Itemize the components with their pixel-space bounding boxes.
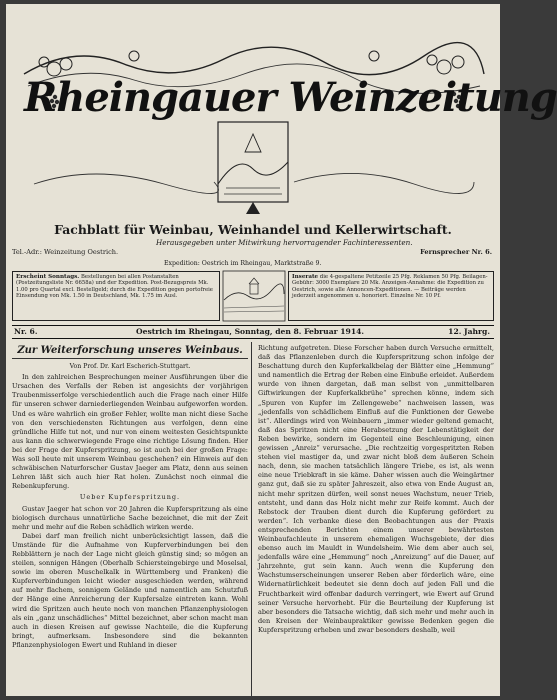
newspaper-page: [6, 4, 557, 696]
issue-bar: [12, 325, 494, 339]
issue-place-date: Oestrich im Rheingau, Sonntag, den 8. Februar 1914.: [136, 327, 365, 336]
article-title: Zur Weiterforschung unseres Weinbaus.: [12, 346, 248, 359]
telegram-address: Tel.-Adr.: Weinzeitung Oestrich.: [12, 248, 119, 256]
article-paragraph: Gustav Jaeger hat schon vor 20 Jahren die Kupferspritzung als eine biologisch durchaus unnatürliche Sache bezeichnet, die mit der Zeit mehr und mehr auf die Reben schädlich wirken werde.: [12, 504, 248, 531]
subscription-heading: Erscheint Sonntags.: [16, 274, 80, 280]
article-column-left: [12, 344, 248, 696]
advertising-info: [288, 271, 494, 321]
subscription-text: Bestellungen bei allen Postanstalten (Postzeitungsliste Nr. 6658a) und der Expedition. Post-Bezugspreis Mk. 1.00 pro Quartal excl. Bestellgeld; durch die Expedition gegen portofreie Einsendung von Mk. 1.50 in Deutschland, Mk. 1.75 im Ausl.: [16, 274, 213, 300]
masthead-ornament: [14, 34, 557, 214]
issue-year: 12. Jahrg.: [448, 327, 490, 336]
issue-number: Nr. 6.: [14, 327, 38, 336]
masthead-tagline: Herausgegeben unter Mitwirkung hervorragender Fachinteressenten.: [156, 238, 413, 247]
landscape-vignette: [222, 270, 286, 322]
advertising-text: die 4-gespaltene Petitzeile 25 Pfg. Reklamen 50 Pfg. Beilagen-Gebühr: 3000 Exemplare 20 Mk. Anzeigen-Annahme: die Expedition zu Oestrich, sowie alle Annoncen-Expeditionen. — Beiträge werden jederzeit angenommen u. honoriert. Einzelne Nr. 10 Pf.: [292, 274, 488, 300]
masthead-title: Rheingauer Weinzeitung: [24, 74, 557, 121]
masthead-subtitle: Fachblatt für Weinbau, Weinhandel und Kellerwirtschaft.: [54, 222, 452, 237]
section-heading: Ueber Kupferspritzung.: [79, 493, 181, 502]
article-paragraph: In den zahlreichen Besprechungen meiner Ausführungen über die Ursachen des Verfalls der Reben ist angesichts der vorjährigen Traubenmisserfolge verschiedentlich auch die Frage nach einer Hilfe für unseren schwer darniederliegenden Weinbau aufgeworfen worden. Und es wäre wahrlich ein großer Fehler, wollte man nicht diese Sache von den verschiedensten Richtungen aus verfolgen, denn eine gründliche Hilfe tut not, und nur von einem weitesten Gesichtspunkte aus kann die schwerwiegende Frage eine richtige Lösung finden. Hier bei der Frage der Kupferspritzung, so ist auch bei der großen Frage: Was soll heute mit unserem Weinbau geschehen? ein Hinweis auf den schwäbischen Naturforscher Gustav Jaeger am Platz, denn aus seinen Lehren läßt sich auch hier Rat holen. Zunächst noch einmal die Rebenkupferung.: [12, 373, 248, 491]
subscription-info: [12, 271, 220, 321]
article-paragraph: Richtung aufgetreten. Diese Forscher haben durch Versuche ermittelt, daß das Pflanzenleben durch die Kupferspritzung schon infolge der Beschattung durch den Kupferkalkbelag der Blätter eine „Hemmung“ und namentlich die Ertrag der Reben eine Einbuße erleidet. Außerdem wurde von ihnen dargetan, daß man selbst von „unmittelbaren Giftwirkungen der Kupferkalkbrühe“ sprechen könne, indem sich „Spuren von Kupfer im Zellengewebe“ nachweisen lassen, was „jedenfalls von schädlichem Einfluß auf die Funktionen der Gewebe ist“. Allerdings wird von Weinbauern „immer wieder geltend gemacht, daß das Spritzen nicht eine Herabsetzung der Lebenstätigkeit der Reben bewirke, sondern im Gegenteil eine Beschleunigung, einen gewissen „Anreiz“ verursache. „Die rechtzeitig vorgespritzten Reben stehen viel mastiger da, und zwar nicht bloß dem äußeren Schein nach, denn, sie machen tatsächlich längere Triebe, es ist, als wenn eine neue Triebkraft in sie käme. Daher wissen auch die Weingärtner ganz gut, daß sie zu später Jahreszeit, also etwa von Ende August an, nicht mehr spritzen dürfen, weil sonst neues Wachstum, neuer Trieb, entsteht, und dann das Holz nicht mehr zur Reife kommt. Auch der Rebstock der Trauben dient durch die Kupferung gefördert zu werden“. Ich verbanke diese den Beobachtungen aus der Praxis entsprechenden Berichten einem unserer bewährtesten Weinbaufachleute in unserem ehemaligen Wuchsgebiete, der dies ebenso auch im Mauldt in Wundelsheim. Wie dem aber auch sei, jedenfalls wäre eine „Hemmung“ noch „Anreizung“ auf die Dauer, auf Jahrzehnte, gut sein kann. Auch wenn die Kupferung den Wachstumserscheinungen unserer Reben aber förderlich wäre, eine Widernatürlichkeit bedeutet sie denn doch auf jeden Fall und die Fruchtbarkeit wird offenbar dadurch verringert, wie Ewert auf Grund seiner Versuche hervorhebt. Für die Beurteilung der Kupferung ist aber besonders die Tatsache wichtig, daß sich mehr und mehr auch in den Kreisen der Weinbaupraktiker gewisse Bedenken gegen die Kupferspritzung erheben und zwar besonders deshalb, weil: [258, 344, 494, 634]
phone-number: Fernsprecher Nr. 6.: [420, 248, 492, 256]
article-column-right: [258, 344, 494, 696]
advertising-heading: Inserate: [292, 274, 319, 280]
article-byline: Von Prof. Dr. Karl Escherich-Stuttgart.: [69, 363, 191, 371]
article-paragraph: Dabei darf man freilich nicht unberücksichtigt lassen, daß die Umstände für die Aufnahme von Kupferverbindungen bei den Rebblättern je nach der Lage nicht gleich günstig sind; so mögen an steilen, sonnigen Hängen (Oberhalb Schiersteingebirge und Moselsal, sowie im oberen Muschelkalk in Württemberg und Franken) die Kupferverbindungen leicht wieder ausgeschieden werden, während auf mehr flachem, sonnigem Gelände und namentlich am Schutzfuß der Hänge eine Anreicherung der Kupfersalze eintreten kann. Wohl wird die Spritzen auch heute noch von manchen Pflanzenphysiologen als ein „ganz unschädliches“ Mittel bezeichnet, aber schon macht man auch in diesen Kreisen auf gewisse Nachteile, die die Kupferung bringt, aufmerksam. Insbesondere sind die bekannten Pflanzenphysiologen Ewert und Ruhland in dieser: [12, 531, 248, 649]
column-divider: [251, 342, 252, 696]
expedition-address: Expedition: Oestrich im Rheingau, Marktstraße 9.: [164, 260, 322, 267]
